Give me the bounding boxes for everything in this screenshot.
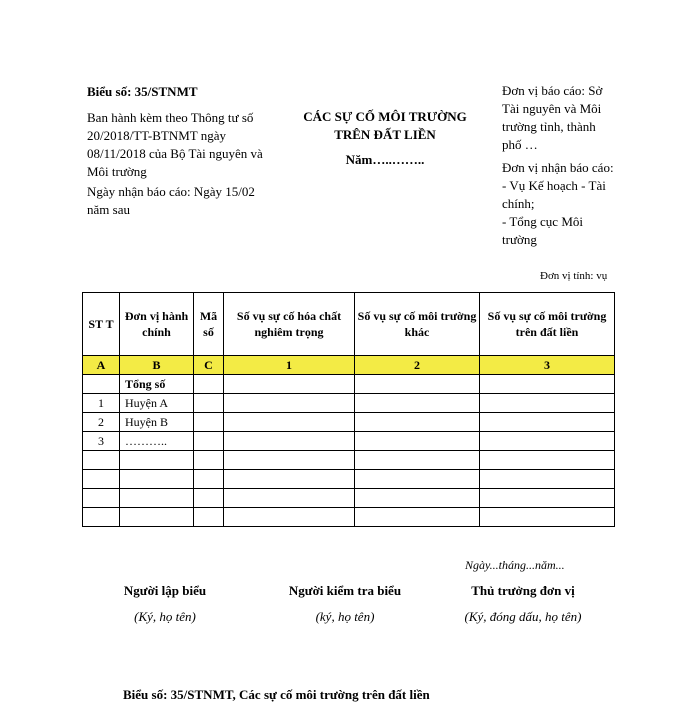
column-header: ST T [83, 293, 120, 356]
table-cell: 1 [83, 394, 120, 413]
column-header: Số vụ sự cố môi trường khác [355, 293, 480, 356]
unit-note: Đơn vị tính: vụ [540, 270, 608, 282]
table-row [83, 489, 615, 508]
column-code: 2 [355, 356, 480, 375]
table-cell [224, 432, 355, 451]
table-cell [194, 432, 224, 451]
table-cell [224, 508, 355, 527]
table-cell: 2 [83, 413, 120, 432]
table-cell [355, 432, 480, 451]
table-cell [83, 375, 120, 394]
table-cell [355, 489, 480, 508]
table-cell [224, 375, 355, 394]
table-cell [194, 508, 224, 527]
checker-note: (ký, họ tên) [315, 609, 375, 624]
table-row [83, 375, 615, 394]
table-cell: Huyện A [120, 394, 194, 413]
table-cell [120, 470, 194, 489]
column-header: Đơn vị hành chính [120, 293, 194, 356]
issued-by-text: Ban hành kèm theo Thông tư số 20/2018/TT-BTNMT ngày 08/11/2018 của Bộ Tài nguyên và Môi trường [87, 110, 263, 179]
table-cell: Huyện B [120, 413, 194, 432]
table-cell [120, 451, 194, 470]
table-row [83, 394, 615, 413]
receiving-unit-label: Đơn vị nhận báo cáo: [502, 160, 614, 175]
column-header: Số vụ sự cố hóa chất nghiêm trọng [224, 293, 355, 356]
column-code: 3 [480, 356, 615, 375]
table-cell [194, 413, 224, 432]
table-cell [83, 508, 120, 527]
table-cell [194, 470, 224, 489]
table-cell [480, 413, 615, 432]
table-row [83, 508, 615, 527]
table-cell [355, 413, 480, 432]
year-line: Năm…..…….. [345, 152, 425, 167]
table-cell [355, 508, 480, 527]
table-cell [194, 394, 224, 413]
column-code: 1 [224, 356, 355, 375]
table-row [83, 432, 615, 451]
table-cell [480, 432, 615, 451]
column-header: Số vụ sự cố môi trường trên đất liền [480, 293, 615, 356]
preparer-note: (Ký, họ tên) [134, 609, 196, 624]
title-line-1: CÁC SỰ CỐ MÔI TRƯỜNG [303, 109, 467, 124]
table-cell [224, 394, 355, 413]
receiving-unit-item: - Tổng cục Môi trường [502, 214, 583, 247]
table-cell [224, 470, 355, 489]
table-cell [194, 451, 224, 470]
column-code-row [83, 356, 615, 375]
table-row [83, 470, 615, 489]
table-cell [355, 394, 480, 413]
table-cell [83, 470, 120, 489]
received-date-text: Ngày nhận báo cáo: Ngày 15/02 năm sau [87, 184, 255, 217]
table-cell [355, 470, 480, 489]
date-line: Ngày...tháng...năm... [465, 558, 565, 572]
table-cell [83, 451, 120, 470]
head-of-unit-title: Thủ trưởng đơn vị [471, 583, 575, 598]
table-cell [194, 489, 224, 508]
report-table [82, 292, 615, 527]
table-cell: Tổng số [120, 375, 194, 394]
table-cell [194, 375, 224, 394]
column-code: B [120, 356, 194, 375]
table-cell [120, 508, 194, 527]
preparer-title: Người lập biểu [123, 583, 207, 598]
column-header: Mã số [194, 293, 224, 356]
table-cell [480, 451, 615, 470]
table-cell: 3 [83, 432, 120, 451]
receiving-unit-item: - Vụ Kế hoạch - Tài chính; [502, 178, 606, 211]
column-code: A [83, 356, 120, 375]
title-line-2: TRÊN ĐẤT LIỀN [334, 127, 436, 142]
reporting-unit: Đơn vị báo cáo: Sở Tài nguyên và Môi trường tỉnh, thành phố … [502, 83, 603, 152]
table-cell [480, 508, 615, 527]
footer-caption: Biểu số: 35/STNMT, Các sự cố môi trường trên đất liền [123, 687, 430, 702]
table-header-row [83, 293, 615, 356]
table-cell [480, 489, 615, 508]
table-cell [120, 489, 194, 508]
table-cell [83, 489, 120, 508]
table-cell [480, 394, 615, 413]
table-cell [355, 375, 480, 394]
table-cell [224, 489, 355, 508]
table-cell [224, 413, 355, 432]
table-row [83, 413, 615, 432]
table-cell: ……….. [120, 432, 194, 451]
table-row [83, 451, 615, 470]
head-of-unit-note: (Ký, đóng dấu, họ tên) [464, 609, 582, 624]
column-code: C [194, 356, 224, 375]
checker-title: Người kiểm tra biểu [288, 583, 402, 598]
table-cell [480, 470, 615, 489]
table-cell [224, 451, 355, 470]
form-code: Biểu số: 35/STNMT [87, 84, 198, 99]
document-title [290, 108, 480, 144]
receiving-unit [502, 159, 617, 249]
table-cell [355, 451, 480, 470]
table-cell [480, 375, 615, 394]
